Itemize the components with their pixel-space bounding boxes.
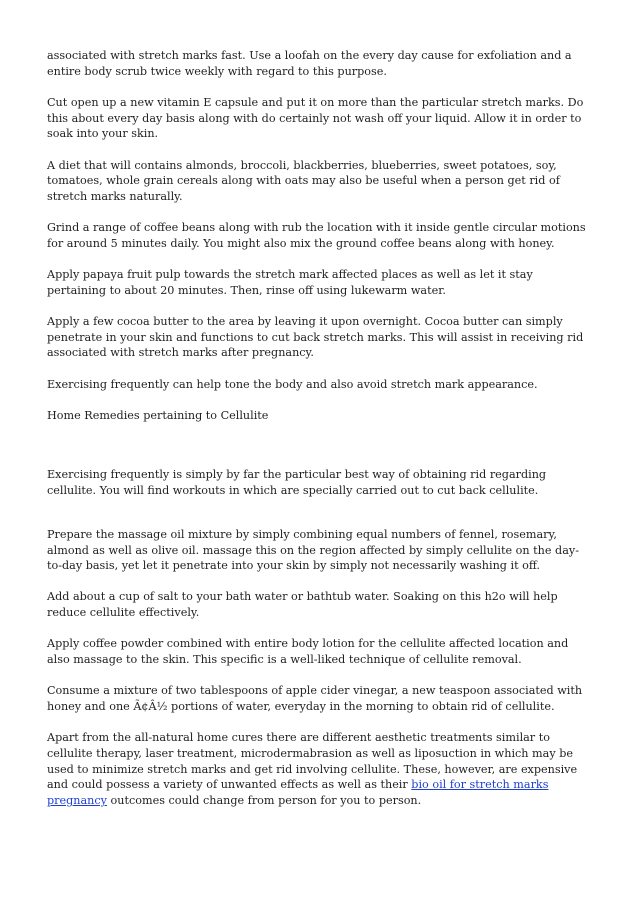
- paragraph-vitamin-e: Cut open up a new vitamin E capsule and put it on more than the particular stretch marks. Do this about every day basis along with do certainly not wash off your liquid. Allow it in order to soak into your skin.: [47, 95, 584, 141]
- section-heading-cellulite: Home Remedies pertaining to Cellulite: [47, 408, 269, 422]
- paragraph-aesthetic-treatments: [47, 730, 593, 809]
- spacer: [47, 439, 593, 467]
- spacer: [47, 514, 593, 527]
- paragraph-text-before-link: Apart from the all-natural home cures there are different aesthetic treatments similar to cellulite therapy, laser treatment, microdermabrasion as well as liposuction in which may be used to minimize stretch marks and get rid involving cellulite. These, however, are expensive and could possess a variety of unwanted effects as well as their: [47, 731, 578, 792]
- bio-oil-link[interactable]: bio oil for stretch marks pregnancy: [47, 778, 549, 807]
- paragraph-coffee-powder: Apply coffee powder combined with entire body lotion for the cellulite affected location and also massage to the skin. This specific is a well-liked technique of cellulite removal.: [47, 637, 569, 667]
- paragraph-exercise-cellulite: Exercising frequently is simply by far the particular best way of obtaining rid regarding cellulite. You will find workouts in which are specially carried out to cut back cellulite.: [47, 467, 547, 497]
- paragraph-salt-bath: Add about a cup of salt to your bath water or bathtub water. Soaking on this h2o will help reduce cellulite effectively.: [47, 590, 558, 620]
- paragraph-massage-oil: Prepare the massage oil mixture by simply combining equal numbers of fennel, rosemary, almond as well as olive oil. massage this on the region affected by simply cellulite on the day-to-day basis, yet let it penetrate into your skin by simply not necessarily washing it off.: [47, 527, 579, 573]
- paragraph-cocoa-butter: Apply a few cocoa butter to the area by leaving it upon overnight. Cocoa butter can simply penetrate in your skin and functions to cut back stretch marks. This will assist in receiving rid associated with stretch marks after pregnancy.: [47, 314, 584, 360]
- paragraph-papaya: Apply papaya fruit pulp towards the stretch mark affected places as well as let it stay pertaining to about 20 minutes. Then, rinse off using lukewarm water.: [47, 268, 533, 297]
- paragraph-stretch-marks-loofah: associated with stretch marks fast. Use a loofah on the every day cause for exfoliation and a entire body scrub twice weekly with regard to this purpose.: [47, 49, 572, 78]
- paragraph-text-after-link: outcomes could change from person for you to person.: [106, 794, 422, 807]
- paragraph-coffee-beans: Grind a range of coffee beans along with rub the location with it inside gentle circular motions for around 5 minutes daily. You might also mix the ground coffee beans along with honey.: [47, 221, 586, 250]
- paragraph-exercise-stretch: Exercising frequently can help tone the body and also avoid stretch mark appearance.: [47, 377, 538, 391]
- document-page: [47, 48, 593, 824]
- paragraph-diet: A diet that will contains almonds, broccoli, blackberries, blueberries, sweet potatoes, soy, tomatoes, whole grain cereals along with oats may also be useful when a person get rid of stretch marks naturally.: [47, 158, 560, 203]
- paragraph-apple-cider: Consume a mixture of two tablespoons of apple cider vinegar, a new teaspoon associated with honey and one Ã¢Â½ portions of water, everyday in the morning to obtain rid of cellulite.: [47, 684, 583, 713]
